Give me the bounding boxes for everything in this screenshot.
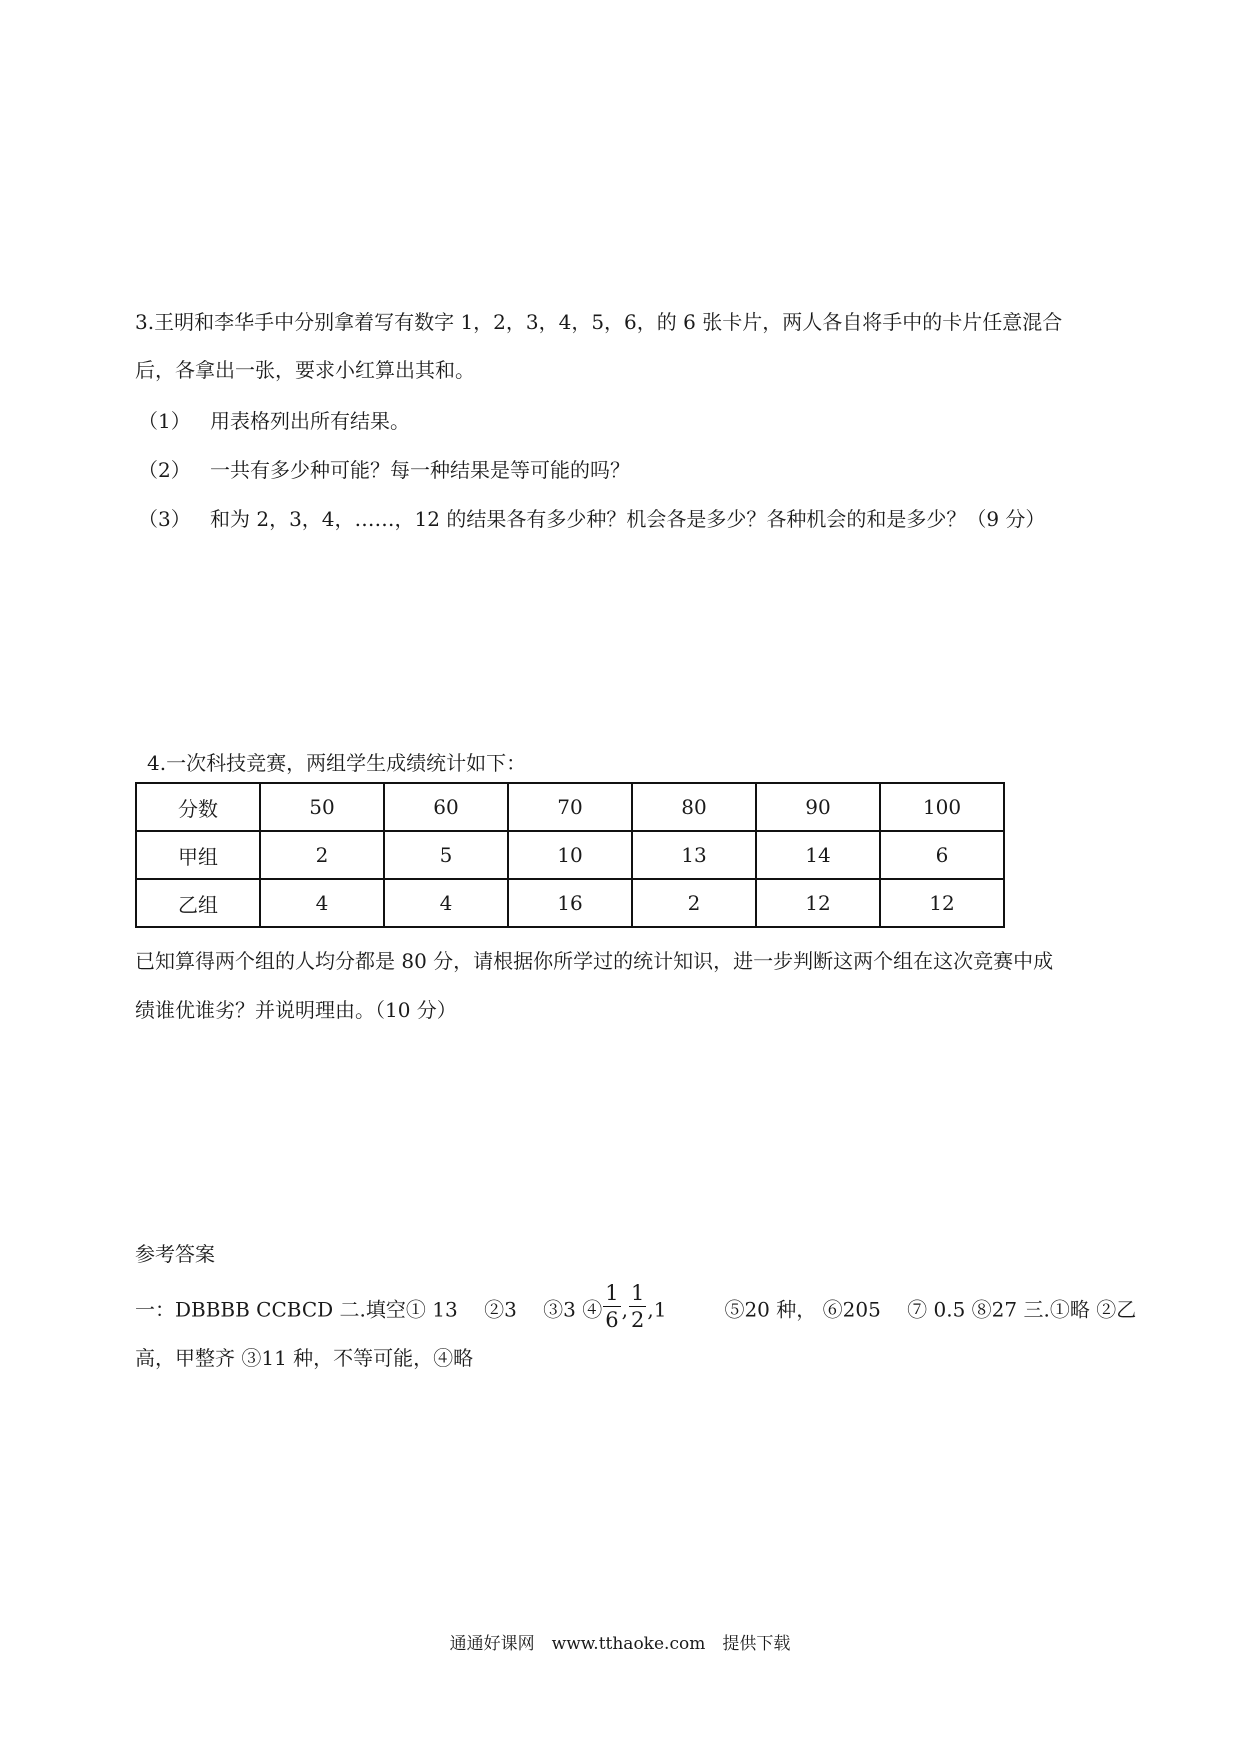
page-footer: 通通好课网 www.tthaoke.com 提供下载 [449, 1634, 791, 1654]
score-table [135, 782, 1005, 928]
table-row [136, 831, 1004, 879]
fraction-numerator: 1 [630, 1281, 645, 1305]
q3-sub-1 [138, 405, 410, 434]
q3-sub-1-text: 用表格列出所有结果。 [210, 409, 410, 433]
table-cell: 90 [756, 783, 880, 831]
answers-heading: 参考答案 [135, 1242, 215, 1266]
table-cell: 16 [508, 879, 632, 927]
table-cell: 5 [384, 831, 508, 879]
q4-line1: 已知算得两个组的人均分都是 80 分，请根据你所学过的统计知识，进一步判断这两个组在这次竞赛中成 [135, 949, 1054, 973]
table-cell: 4 [260, 879, 384, 927]
table-cell: 2 [260, 831, 384, 879]
q3-sub-3-num: （3） [138, 507, 191, 531]
table-cell: 10 [508, 831, 632, 879]
table-row [136, 783, 1004, 831]
table-cell: 4 [384, 879, 508, 927]
table-cell: 6 [880, 831, 1004, 879]
answers-line2: 高，甲整齐 ③11 种，不等可能，④略 [135, 1346, 474, 1370]
table-cell: 100 [880, 783, 1004, 831]
q3-sub-3-text: 和为 2，3，4，……，12 的结果各有多少种？机会各是多少？各种机会的和是多少？（9 分） [210, 507, 1046, 531]
q3-line2: 后，各拿出一张，要求小红算出其和。 [135, 358, 475, 382]
q4-title: 4.一次科技竞赛，两组学生成绩统计如下： [147, 751, 527, 775]
table-cell: 分数 [136, 783, 260, 831]
answers-line1-part-c: ⑤20 种， ⑥205 ⑦ 0.5 ⑧27 三.①略 ②乙 [724, 1297, 1137, 1322]
fraction-denominator: 6 [605, 1308, 619, 1332]
fraction-denominator: 2 [630, 1308, 645, 1332]
q3-line1: 3.王明和李华手中分别拿着写有数字 1，2，3，4，5，6，的 6 张卡片，两人各自将手中的卡片任意混合 [135, 310, 1063, 334]
answers-comma: , [621, 1297, 628, 1322]
table-row [136, 879, 1004, 927]
answers-line1-part-a: 一：DBBBB CCBCD 二.填空① 13 ②3 ③3 ④ [135, 1297, 603, 1322]
q3-sub-3 [138, 503, 1045, 532]
answers-line1 [135, 1281, 1137, 1335]
table-cell: 甲组 [136, 831, 260, 879]
table-cell: 12 [880, 879, 1004, 927]
answers-line1-part-b: ,1 [647, 1297, 667, 1322]
table-cell: 70 [508, 783, 632, 831]
table-cell: 60 [384, 783, 508, 831]
fraction-one-half [629, 1283, 646, 1331]
table-cell: 13 [632, 831, 756, 879]
fraction-numerator: 1 [605, 1281, 619, 1305]
q3-sub-2-num: （2） [138, 458, 191, 482]
table-cell: 2 [632, 879, 756, 927]
table-cell: 乙组 [136, 879, 260, 927]
q3-sub-1-num: （1） [138, 409, 191, 433]
table-cell: 50 [260, 783, 384, 831]
q3-sub-2 [138, 454, 630, 483]
table-cell: 12 [756, 879, 880, 927]
q4-line2: 绩谁优谁劣？并说明理由。（10 分） [135, 998, 457, 1022]
table-cell: 80 [632, 783, 756, 831]
fraction-one-sixth [603, 1283, 620, 1331]
q3-sub-2-text: 一共有多少种可能？每一种结果是等可能的吗？ [210, 458, 630, 482]
table-cell: 14 [756, 831, 880, 879]
